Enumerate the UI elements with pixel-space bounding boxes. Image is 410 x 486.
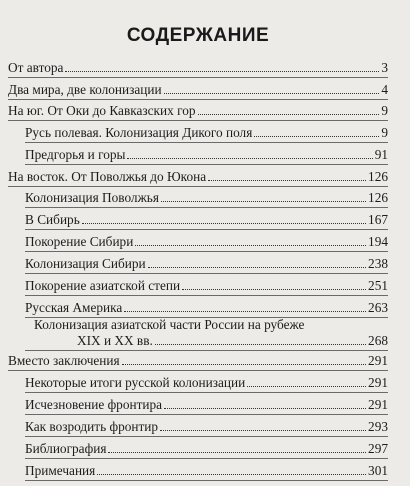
toc-entry-page: 268 [368,333,388,348]
dot-leader [164,93,380,94]
toc-entry[interactable] [25,441,388,459]
toc-entry[interactable] [8,103,388,121]
toc-entry-title: Два мира, две колонизации [8,82,162,97]
toc-entry-title: Покорение Сибири [25,234,134,249]
dot-leader [108,452,366,453]
toc-entry-page: 3 [381,60,388,75]
toc-entry[interactable] [25,397,388,415]
page-title: СОДЕРЖАНИЕ [126,25,270,46]
dot-leader [65,71,379,72]
toc-entry-page: 238 [368,256,388,271]
toc-entry[interactable] [8,82,388,100]
toc-entry-page: 251 [368,278,388,293]
toc-entry-title: Как возродить фронтир [25,419,159,434]
dot-leader [254,136,379,137]
toc-entry-page: 291 [368,397,388,412]
dot-leader [182,289,366,290]
toc-entry[interactable] [25,190,388,208]
dot-leader [148,267,366,268]
toc-entry-page: 263 [368,300,388,315]
toc-entry-title: Библиография [25,441,107,456]
toc-entry-title-continued: XIX и XX вв. [77,333,153,348]
dot-leader [208,180,366,181]
dot-leader [198,114,380,115]
toc-entry-page: 126 [368,190,388,205]
toc-entry-page: 9 [381,125,388,140]
toc-entry-page: 91 [374,147,388,162]
toc-entry-title: На юг. От Оки до Кавказских гор [8,103,196,118]
toc-entry-page: 4 [381,82,388,97]
dot-leader [160,430,366,431]
toc-entry-title: Исчезновение фронтира [25,397,163,412]
toc-entry-title: Предгорья и горы [25,147,126,162]
toc-entry[interactable] [25,463,388,481]
dot-leader [155,344,366,345]
toc-entry-page: 297 [368,441,388,456]
toc-entry[interactable] [8,353,388,371]
toc-entry-page: 194 [368,234,388,249]
toc-entry-title: Колонизация Поволжья [25,190,159,205]
toc-entry-title: Колонизация Сибири [25,256,146,271]
toc-entry-second-line [25,333,388,349]
toc-entry-title: Некоторые итоги русской колонизации [25,375,246,390]
toc-entry[interactable] [25,147,388,165]
toc-entry-page: 167 [368,212,388,227]
toc-entry-title: В Сибирь [25,212,80,227]
dot-leader [164,408,366,409]
toc-entry-page: 291 [368,353,388,368]
toc-entry[interactable] [25,300,388,318]
toc-entry-title: От автора [8,60,64,75]
dot-leader [82,223,366,224]
toc-entry[interactable] [25,125,388,143]
toc-entry[interactable] [25,278,388,296]
toc-entry-title: Русь полевая. Колонизация Дикого поля [25,125,253,140]
toc-entry[interactable] [25,317,388,351]
dot-leader [247,386,366,387]
toc-entry[interactable] [8,169,388,187]
toc-entry[interactable] [25,234,388,252]
toc-entry-title: Примечания [25,463,96,478]
toc-entry-title: Вместо заключения [8,353,120,368]
toc-entry-page: 126 [368,169,388,184]
toc-entry-page: 293 [368,419,388,434]
toc-entry-page: 291 [368,375,388,390]
toc-entry[interactable] [25,256,388,274]
toc-entry[interactable] [25,419,388,437]
toc-entry[interactable] [25,212,388,230]
toc-entry[interactable] [8,60,388,78]
dot-leader [124,311,366,312]
toc-entry-title: Русская Америка [25,300,123,315]
toc-entry-title: Покорение азиатской степи [25,278,181,293]
toc-entry[interactable] [25,375,388,393]
toc-entry-page: 301 [368,463,388,478]
toc-entry-title: Колонизация азиатской части России на рубеже [34,317,305,332]
toc-entry-title: На восток. От Поволжья до Юкона [8,169,207,184]
dot-leader [97,474,366,475]
dot-leader [135,245,366,246]
toc-entry-page: 9 [381,103,388,118]
dot-leader [122,364,366,365]
dot-leader [127,158,372,159]
dot-leader [161,201,366,202]
